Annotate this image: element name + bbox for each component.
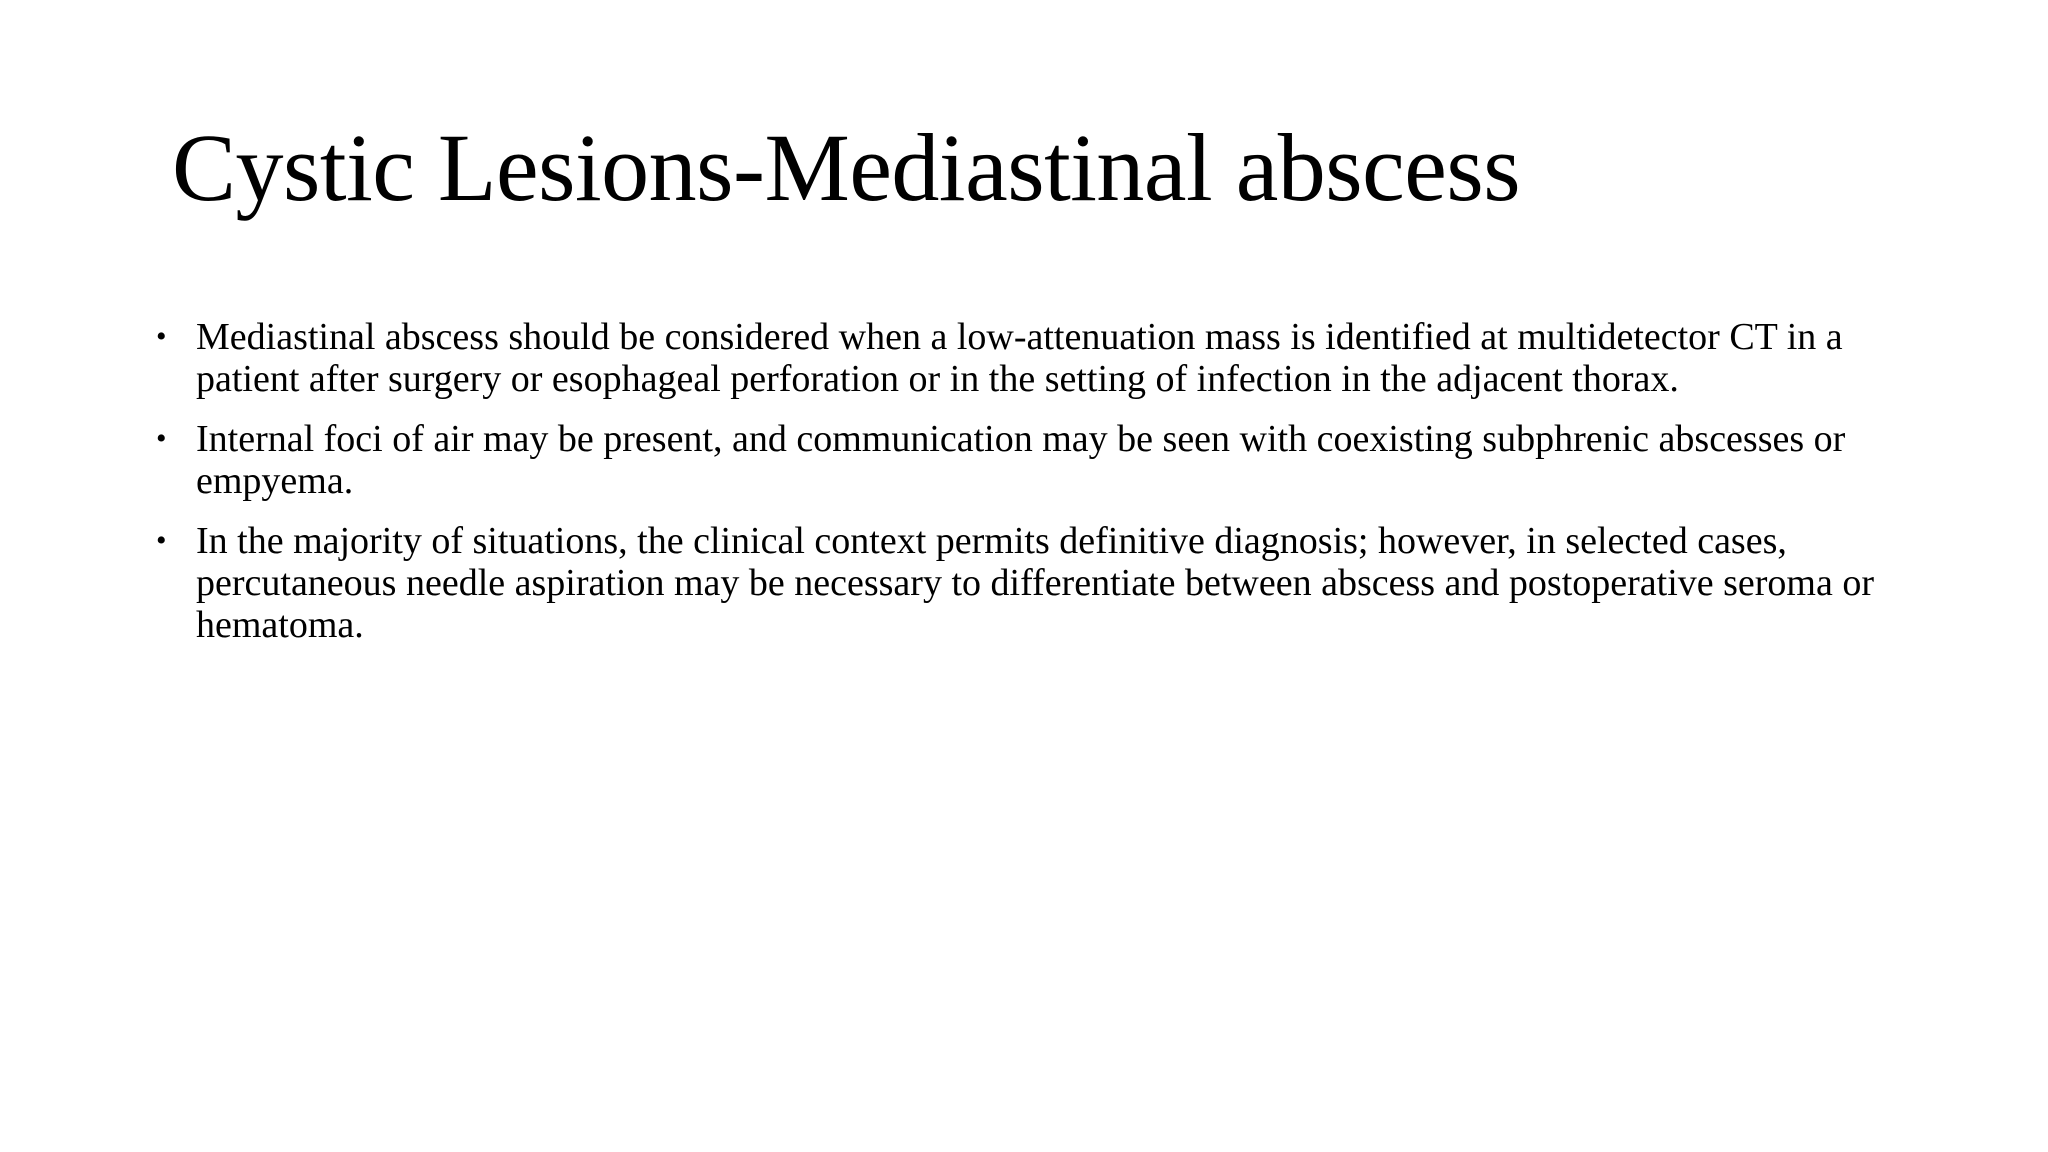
bullet-text: In the majority of situations, the clinical context permits definitive diagnosis; however, in selected cases, percutaneous needle aspiration may be necessary to differentiate between abscess and postoperative seroma or hematoma. xyxy=(196,520,1875,646)
bullet-item xyxy=(156,520,1916,646)
bullet-list xyxy=(156,316,1916,664)
bullet-marker: • xyxy=(156,524,167,557)
bullet-text: Mediastinal abscess should be considered when a low-attenuation mass is identified at multidetector CT in a patient after surgery or esophageal perforation or in the setting of infection in the adjacent thorax. xyxy=(196,316,1843,400)
bullet-item xyxy=(156,418,1916,502)
bullet-marker: • xyxy=(156,422,167,455)
bullet-item xyxy=(156,316,1916,400)
bullet-marker: • xyxy=(156,320,167,353)
slide-title: Cystic Lesions-Mediastinal abscess xyxy=(172,114,1521,221)
bullet-text: Internal foci of air may be present, and communication may be seen with coexisting subphrenic abscesses or empyema. xyxy=(196,418,1846,502)
